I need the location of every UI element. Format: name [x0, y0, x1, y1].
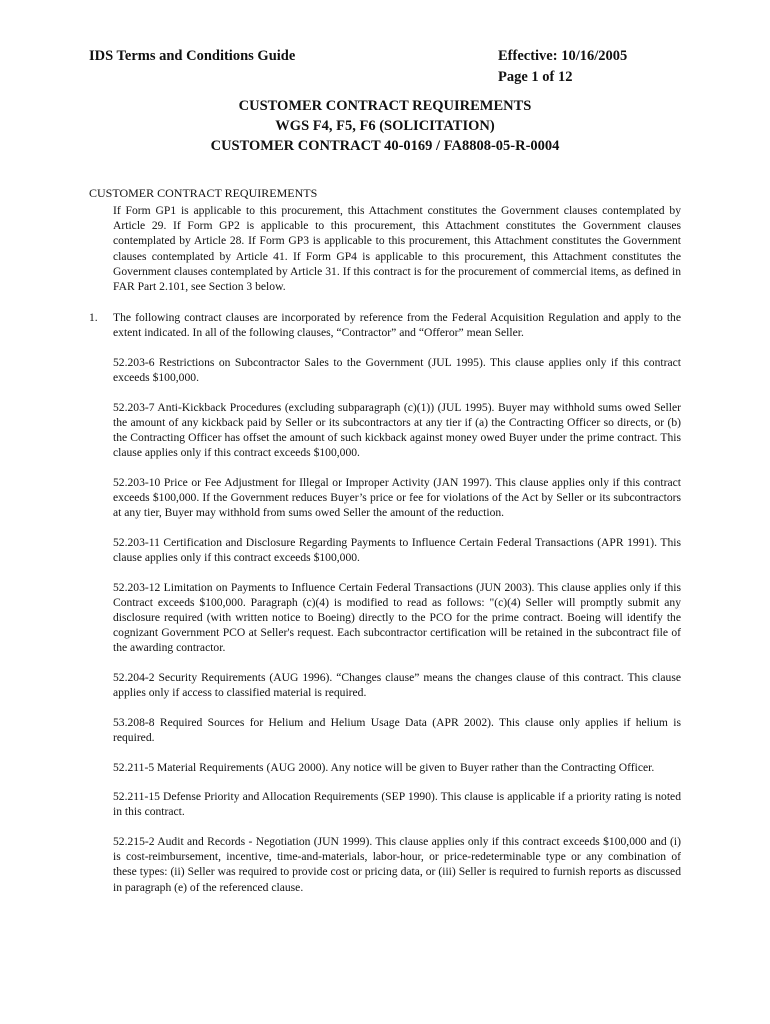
clause-53-208-8: 53.208-8 Required Sources for Helium and Helium Usage Data (APR 2002). This clause only applies if helium is required. [113, 715, 681, 744]
header-meta [498, 46, 627, 88]
item-body [113, 310, 681, 895]
clause-52-203-10: 52.203-10 Price or Fee Adjustment for Illegal or Improper Activity (JAN 1997). This clause applies only if this contract exceeds $100,000. If the Government reduces Buyer’s price or fee for violations of the Act by Seller or its subcontractors at any tier, Buyer may withhold from sums owed Seller the amount of the reduction. [113, 475, 681, 520]
title-line-3: CUSTOMER CONTRACT 40-0169 / FA8808-05-R-0004 [210, 138, 560, 154]
effective-date: Effective: 10/16/2005 [498, 48, 628, 64]
clause-52-211-15: 52.211-15 Defense Priority and Allocation Requirements (SEP 1990). This clause is applicable if a priority rating is noted in this contract. [113, 790, 681, 819]
clause-52-204-2: 52.204-2 Security Requirements (AUG 1996). “Changes clause” means the changes clause of this contract. This clause applies only if access to classified material is required. [113, 671, 681, 700]
title-line-1: CUSTOMER CONTRACT REQUIREMENTS [238, 98, 532, 114]
document-titles [0, 96, 770, 156]
clause-52-203-12: 52.203-12 Limitation on Payments to Influence Certain Federal Transactions (JUN 2003). This clause applies only if this Contract exceeds $100,000. Paragraph (c)(4) is modified to read as follows: "(c)(4) Seller will promptly submit any disclosure required (with written notice to Boeing) directly to the PCO for the prime contract. Boeing will identify the cognizant Government PCO at Seller's request. Each subcontractor certification will be retained in the subcontract file of the awarding contractor. [113, 580, 681, 655]
clause-52-203-11: 52.203-11 Certification and Disclosure Regarding Payments to Influence Certain Federal Transactions (APR 1991). This clause applies only if this contract exceeds $100,000. [113, 535, 681, 564]
clause-52-203-7: 52.203-7 Anti-Kickback Procedures (excluding subparagraph (c)(1)) (JUL 1995). Buyer may withhold sums owed Seller the amount of any kickback paid by Seller or its subcontractors at any tier if (a) the Contracting Officer so directs, or (b) the Contracting Officer has offset the amount of such kickback against money owed Buyer under the prime contract. This clause applies only if this contract exceeds $100,000. [113, 400, 681, 460]
item-intro-paragraph: The following contract clauses are incorporated by reference from the Federal Acquisition Regulation and apply to the extent indicated. In all of the following clauses, “Contractor” and “Offeror” mean Seller. [113, 311, 681, 340]
item-number: 1. [89, 311, 98, 324]
clause-52-215-2: 52.215-2 Audit and Records - Negotiation (JUN 1999). This clause applies only if this contract exceeds $100,000 and (i) is cost-reimbursement, incentive, time-and-materials, labor-hour, or price-redeterminable type or any combination of these types: (ii) Seller was required to provide cost or pricing data, or (iii) Seller is required to furnish reports as discussed in paragraph (e) of the referenced clause. [113, 834, 681, 894]
clause-52-203-6: 52.203-6 Restrictions on Subcontractor Sales to the Government (JUL 1995). This clause applies only if this contract exceeds $100,000. [113, 355, 681, 384]
header-title: IDS Terms and Conditions Guide [89, 48, 296, 64]
title-line-2: WGS F4, F5, F6 (SOLICITATION) [275, 118, 495, 134]
clause-52-211-5: 52.211-5 Material Requirements (AUG 2000). Any notice will be given to Buyer rather than the Contracting Officer. [113, 760, 655, 774]
intro-paragraph: If Form GP1 is applicable to this procurement, this Attachment constitutes the Government clauses contemplated by Article 29. If Form GP2 is applicable to this procurement, this Attachment constitutes the Government clauses contemplated by Article 28. If Form GP3 is applicable to this procurement, this Attachment constitutes the Government clauses contemplated by Article 41. If Form GP4 is applicable to this procurement, this Attachment constitutes the Government clauses contemplated by Article 31. If this contract is for the procurement of commercial items, as defined in FAR Part 2.101, see Section 3 below. [113, 204, 681, 294]
page-number: Page 1 of 12 [498, 69, 573, 85]
section-heading: CUSTOMER CONTRACT REQUIREMENTS [89, 186, 318, 200]
